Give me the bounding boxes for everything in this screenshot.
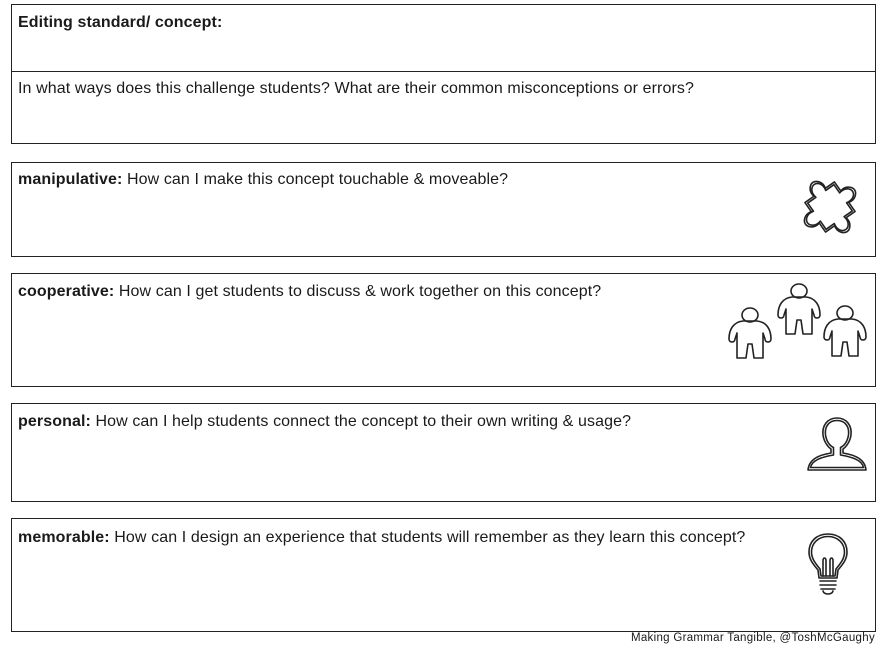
cooperative-question: How can I get students to discuss & work together on this concept? [118,283,602,300]
challenge-prompt: In what ways does this challenge students? What are their common misconceptions or errors? [18,80,694,97]
manipulative-label: manipulative: [18,171,123,188]
manipulative-question: How can I make this concept touchable & moveable? [126,171,509,188]
memorable-question: How can I design an experience that students will remember as they learn this concept? [114,529,746,546]
puzzle-piece-icon [790,167,870,247]
personal-question: How can I help students connect the concept to their own writing & usage? [95,413,632,430]
memorable-box [11,518,876,632]
memorable-label: memorable: [18,529,110,546]
manipulative-box [11,162,876,257]
personal-box [11,403,876,502]
lightbulb-icon [805,531,851,597]
cooperative-box [11,273,876,387]
personal-prompt [18,412,631,431]
header-box [11,4,876,144]
editing-standard-title: Editing standard/ concept: [18,14,223,31]
cooperative-label: cooperative: [18,283,115,300]
person-silhouette-icon [805,414,869,474]
memorable-prompt [18,528,778,547]
personal-label: personal: [18,413,91,430]
header-divider [12,71,875,72]
manipulative-prompt [18,170,508,189]
cooperative-prompt [18,282,601,301]
footer-credit: Making Grammar Tangible, @ToshMcGaughy [630,632,875,644]
group-people-icon [726,280,872,362]
